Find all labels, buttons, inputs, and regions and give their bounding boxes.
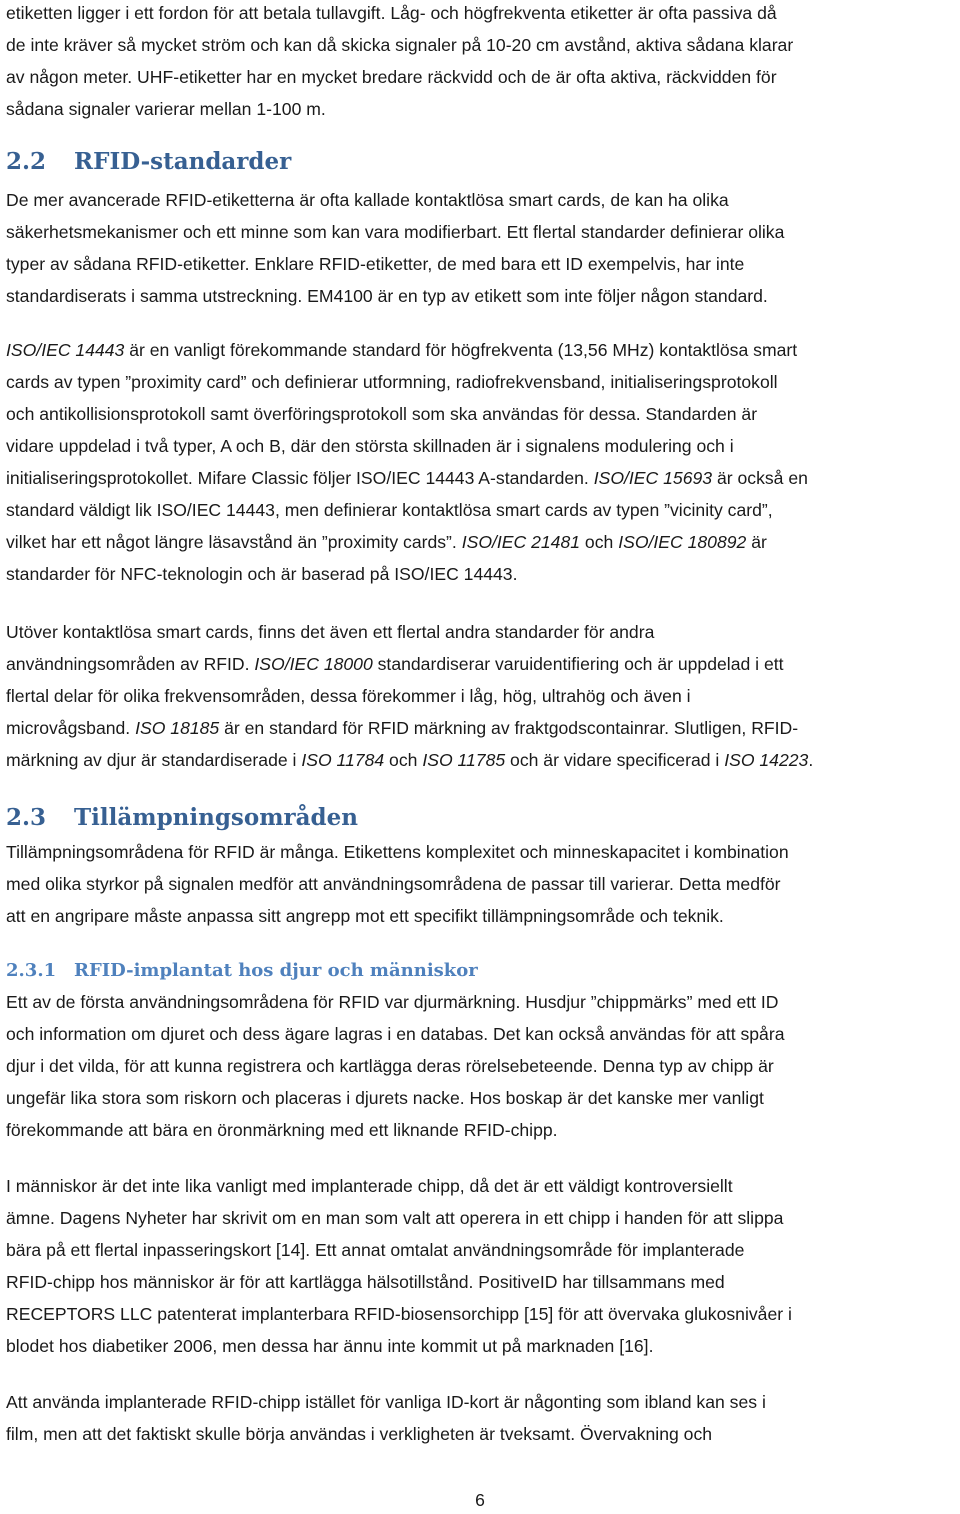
text-line: etiketten ligger i ett fordon för att betala tullavgift. Låg- och högfrekventa etiketter är ofta passiva då [6,3,777,23]
standard-ref: ISO 11784 [301,750,385,770]
text-run: och [384,750,423,770]
section-number: 2.3.1 [6,960,57,981]
text-line: vidare uppdelad i två typer, A och B, där den största skillnaden är i signalens modulering och i [6,436,734,456]
text-run: och är vidare specificerad i [505,750,725,770]
text-line: de inte kräver så mycket ström och kan då skicka signaler på 10-20 cm avstånd, aktiva sådana klarar [6,35,794,55]
intro-paragraph [6,0,793,125]
text-run: initialiseringsprotokollet. Mifare Classic följer ISO/IEC 14443 A-standarden. [6,468,594,488]
standard-ref: ISO/IEC 21481 [461,532,581,552]
paragraph [6,1386,766,1450]
text-run: är en standard för RFID märkning av fraktgodscontainrar. Slutligen, RFID- [219,718,799,738]
text-line: standardiserats i samma utstreckning. EM4100 är en typ av etikett som inte följer någon standard. [6,286,768,306]
text-run: . [808,750,814,770]
paragraph [6,334,808,590]
standard-ref: ISO 11785 [422,750,506,770]
section-title: Tillämpningsområden [74,804,358,831]
standard-ref: ISO/IEC 180892 [618,532,747,552]
text-line: med olika styrkor på signalen medför att användningsområdena de passar till varierar. Detta medför [6,874,781,894]
section-number: 2.2 [6,148,47,175]
text-line [6,462,808,494]
standard-ref: ISO/IEC 15693 [593,468,713,488]
text-line: sådana signaler varierar mellan 1-100 m. [6,99,326,119]
text-run: är en vanligt förekommande standard för högfrekventa (13,56 MHz) kontaktlösa smart [124,340,798,360]
text-line [6,712,813,744]
text-line [6,744,813,776]
paragraph [6,616,813,776]
text-line: blodet hos diabetiker 2006, men dessa har ännu inte kommit ut på marknaden [16]. [6,1336,654,1356]
text-line: och information om djuret och dess ägare lagras i en databas. Det kan också användas för att spåra [6,1024,785,1044]
text-run: är också en [712,468,808,488]
text-line [6,648,813,680]
paragraph [6,836,789,932]
page-number: 6 [475,1490,485,1510]
standard-ref: ISO/IEC 18000 [254,654,373,674]
paragraph [6,986,784,1146]
text-line: flertal delar för olika frekvensområden, dessa förekommer i låg, hög, ultrahög och även i [6,686,691,706]
text-line: bära på ett flertal inpasseringskort [14]. Ett annat omtalat användningsområde för implanterade [6,1240,745,1260]
text-line: av någon meter. UHF-etiketter har en mycket bredare räckvidd och de är ofta aktiva, räckvidden för [6,67,777,87]
section-heading-2-2 [6,146,291,178]
text-line: De mer avancerade RFID-etiketterna är ofta kallade kontaktlösa smart cards, de kan ha olika [6,190,729,210]
text-line: I människor är det inte lika vanligt med implanterade chipp, då det är ett väldigt kontroversiellt [6,1176,733,1196]
text-line: ungefär lika stora som riskorn och placeras i djurets nacke. Hos boskap är det kanske mer vanligt [6,1088,764,1108]
paragraph [6,184,784,312]
text-line: RFID-chipp hos människor är för att kartlägga hälsotillstånd. PositiveID har tillsammans med [6,1272,725,1292]
text-run: och [580,532,619,552]
section-heading-2-3 [6,802,358,834]
text-line: säkerhetsmekanismer och ett minne som kan vara modifierbart. Ett flertal standarder definierar olika [6,222,785,242]
text-line: att en angripare måste anpassa sitt angrepp mot ett specifikt tillämpningsområde och teknik. [6,906,724,926]
text-run: märkning av djur är standardiserade i [6,750,302,770]
text-line [6,526,808,558]
text-line: standarder för NFC-teknologin och är baserad på ISO/IEC 14443. [6,564,518,584]
text-line: förekommande att bära en öronmärkning med ett liknande RFID-chipp. [6,1120,558,1140]
section-heading-2-3-1 [6,957,478,985]
text-line: och antikollisionsprotokoll samt överföringsprotokoll som ska användas för dessa. Standarden är [6,404,758,424]
text-line: ämne. Dagens Nyheter har skrivit om en man som valt att operera in ett chipp i handen för att slippa [6,1208,784,1228]
text-line: typer av sådana RFID-etiketter. Enklare RFID-etiketter, de med bara ett ID exempelvis, har inte [6,254,745,274]
standard-ref: ISO 18185 [135,718,220,738]
text-line: djur i det vilda, för att kunna registrera och kartlägga deras rörelsebeteende. Denna typ av chipp är [6,1056,774,1076]
text-line: Ett av de första användningsområdena för RFID var djurmärkning. Husdjur ”chippmärks” med ett ID [6,992,779,1012]
standard-ref: ISO 14223 [724,750,809,770]
text-run: standardiserar varuidentifiering och är uppdelad i ett [372,654,784,674]
text-line: film, men att det faktiskt skulle börja användas i verkligheten är tveksamt. Övervakning och [6,1424,713,1444]
text-run: microvågsband. [6,718,136,738]
section-title: RFID-standarder [74,148,292,175]
text-line: Utöver kontaktlösa smart cards, finns det även ett flertal andra standarder för andra [6,622,655,642]
text-run: är [746,532,767,552]
text-line: RECEPTORS LLC patenterat implanterbara RFID-biosensorchipp [15] för att övervaka glukosnivåer i [6,1304,792,1324]
text-line [6,334,808,366]
section-number: 2.3 [6,804,47,831]
text-run: användningsområden av RFID. [6,654,255,674]
text-run: vilket har ett något längre läsavstånd än ”proximity cards”. [6,532,462,552]
text-line: Tillämpningsområdena för RFID är många. Etikettens komplexitet och minneskapacitet i kombination [6,842,789,862]
section-title: RFID-implantat hos djur och människor [74,960,478,981]
text-line: standard väldigt lik ISO/IEC 14443, men definierar kontaktlösa smart cards av typen ”vicinity card”, [6,500,773,520]
text-line: cards av typen ”proximity card” och definierar utformning, radiofrekvensband, initialiseringsprotokoll [6,372,778,392]
standard-ref: ISO/IEC 14443 [6,340,125,360]
paragraph [6,1170,792,1362]
text-line: Att använda implanterade RFID-chipp istället för vanliga ID-kort är någonting som ibland kan ses i [6,1392,766,1412]
